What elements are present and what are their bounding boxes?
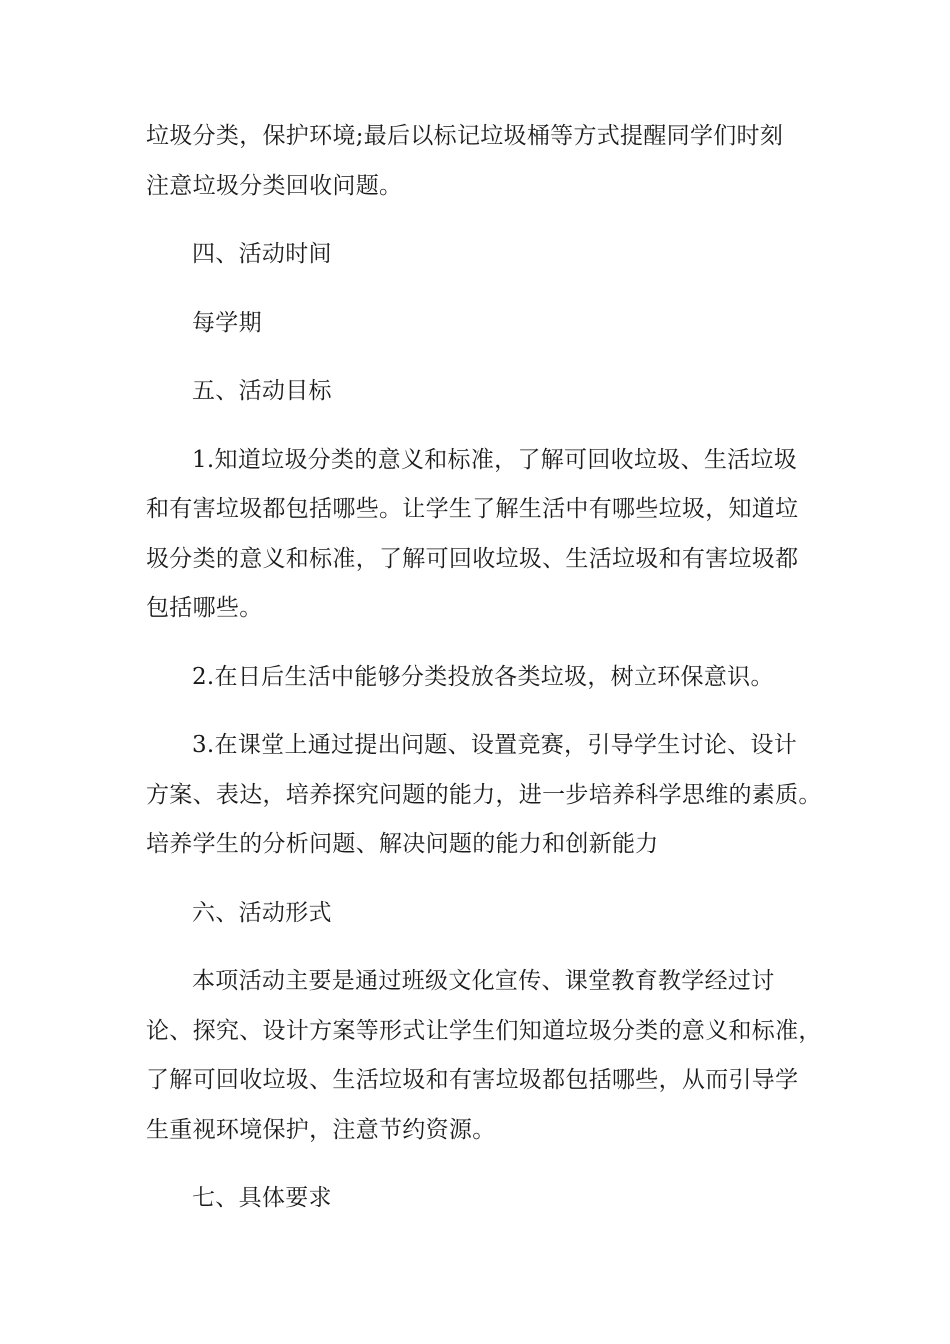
- text-line: 3.在课堂上通过提出问题、设置竞赛，引导学生讨论、设计: [192, 732, 798, 758]
- section-heading-requirements: [146, 1174, 810, 1224]
- paragraph-goal-2: [146, 653, 810, 703]
- text-line: 生重视环境保护，注意节约资源。: [146, 1116, 496, 1143]
- paragraph-activity-time: [146, 299, 810, 349]
- text-line: 2.在日后生活中能够分类投放各类垃圾，树立环保意识。: [192, 663, 774, 690]
- text-line: 了解可回收垃圾、生活垃圾和有害垃圾都包括哪些，从而引导学: [146, 1067, 799, 1093]
- heading-text: 四、活动时间: [192, 241, 332, 267]
- text-line: 垃圾分类，保护环境;最后以标记垃圾桶等方式提醒同学们时刻: [146, 123, 784, 149]
- section-heading-activity-time: [146, 230, 810, 280]
- text-line: 包括哪些。: [146, 595, 263, 621]
- text-line: 和有害垃圾都包括哪些。让学生了解生活中有哪些垃圾，知道垃: [146, 496, 799, 522]
- text-line: 论、探究、设计方案等形式让学生们知道垃圾分类的意义和标准，: [146, 1017, 822, 1044]
- paragraph-goal-3: [146, 721, 822, 870]
- document-page: [146, 112, 822, 1224]
- paragraph-activity-form: [146, 957, 822, 1155]
- heading-text: 五、活动目标: [192, 378, 332, 404]
- heading-text: 六、活动形式: [192, 899, 332, 926]
- section-heading-activity-goals: [146, 367, 810, 417]
- text-line: 圾分类的意义和标准，了解可回收垃圾、生活垃圾和有害垃圾都: [146, 545, 799, 572]
- heading-text: 七、具体要求: [192, 1185, 332, 1211]
- text-line: 每学期: [192, 309, 262, 336]
- text-line: 注意垃圾分类回收问题。: [146, 172, 403, 199]
- paragraph-continuation: [146, 112, 810, 211]
- text-line: 1.知道垃圾分类的意义和标准，了解可回收垃圾、生活垃圾: [192, 446, 798, 473]
- text-line: 方案、表达，培养探究问题的能力，进一步培养科学思维的素质。: [146, 781, 822, 808]
- text-line: 本项活动主要是通过班级文化宣传、课堂教育教学经过讨: [192, 968, 775, 994]
- paragraph-goal-1: [146, 436, 810, 634]
- section-heading-activity-form: [146, 889, 810, 939]
- text-line: 培养学生的分析问题、解决问题的能力和创新能力: [146, 831, 659, 857]
